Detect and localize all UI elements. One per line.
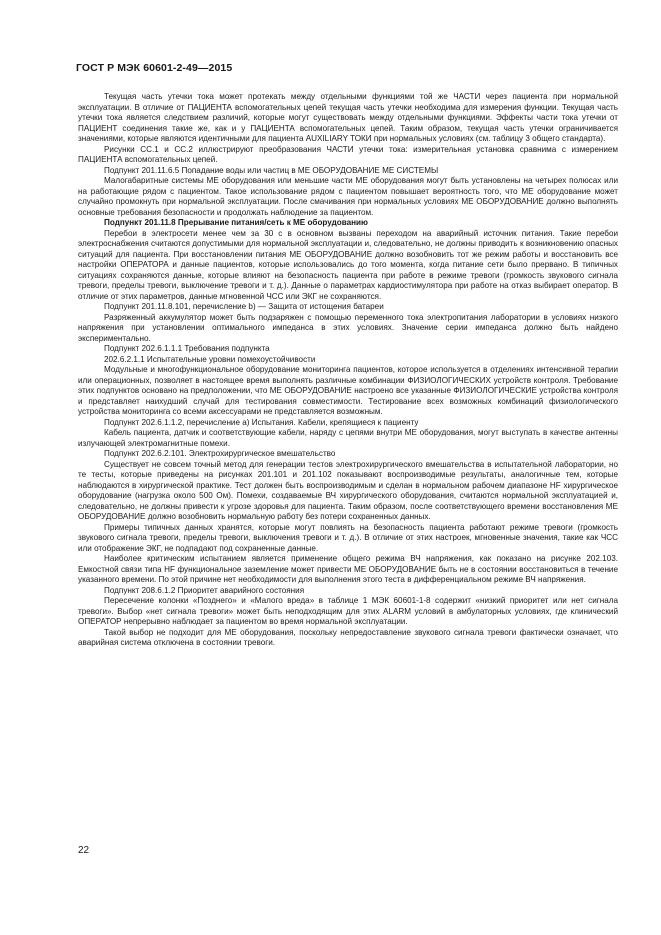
paragraph: Рисунки СС.1 и СС.2 иллюстрируют преобразования ЧАСТИ утечки тока: измерительная установка сравнима с измерением ПАЦИЕНТА вспомогательных цепей. [78,144,618,164]
paragraph: Пересечение колонки «Позднего» и «Малого вреда» в таблице 1 МЭК 60601-1-8 содержит «низкий приоритет или нет сигнала тревоги». Выбор «нет сигнала тревоги» может быть неподходящим для этих ALARM условий в амбулаторных условиях, где клинический ОПЕРАТОР непрерывно наблюдает за пациентом во время нормальной эксплуатации. [78,596,618,626]
paragraph: Существует не совсем точный метод для генерации тестов электрохирургического вмешательства в испытательной лаборатории, но те тесты, которые приведены на рисунках 201.101 и 201.102 показывают воспроизводимые результаты, аналогичные тем, которые наблюдаются в хирургической практике. Тест должен быть воспроизводимым и сделан в нормальном рабочем диапазоне HF хирургическое оборудование (нагрузка около 500 Ом). Помехи, создаваемые ВЧ хирургического оборудования, считаются нормальной эксплуатацией и, следовательно, не должны привести к угрозе здоровья для пациента. Таким образом, после соответствующего времени восстановления МЕ ОБОРУДОВАНИЕ должно возобновить нормальную работу без потери сохраненных данных. [78,459,618,521]
paragraph: Малогабаритные системы МЕ оборудования или меньшие части МЕ оборудования могут быть установлены на четырех полюсах или на работающие рядом с пациентом. Такое использование рядом с пациентом повышает вероятность того, что МЕ оборудование может случайно промокнуть при нормальной эксплуатации. После смачивания при нормальных условиях МЕ ОБОРУДОВАНИЕ должно выполнять основные требования безопасности и продолжать наблюдение за пациентом. [78,176,618,217]
paragraph: Модульные и многофункциональное оборудование мониторинга пациентов, которое используется в отделениях интенсивной терапии или операционных, позволяет в настоящее время выполнять различные комбинации ФИЗИОЛОГИЧЕСКИХ устройств контроля. Требование этих подпунктов основано на предположении, что МЕ ОБОРУДОВАНИЕ настроено все указанные ФИЗИОЛОГИЧЕСКИЕ устройства контроля и представляет наихудший случай для тестирования совместимости. Тестирование всех возможных комбинаций физиологического устройства мониторинга со всеми аксессуарами не представляется возможным. [78,365,618,416]
paragraph: Подпункт 202.6.1.1.1 Требования подпункта [104,344,270,353]
paragraph: Подпункт 202.6.2.101. Электрохирургическое вмешательство [104,449,336,458]
body-text [78,92,618,649]
paragraph: Подпункт 208.6.1.2 Приоритет аварийного состояния [104,585,305,595]
standard-title: ГОСТ Р МЭК 60601-2-49—2015 [76,62,233,74]
paragraph: Разряженный аккумулятор может быть подзаряжен с помощью переменного тока электропитания лаборатории в условиях низкого напряжения при установлении оптимального импеданса в этих условиях. Значение серии импеданса должно быть найдено экспериментально. [78,312,618,343]
paragraph: Подпункт 201.11.6.5 Попадание воды или частиц в МЕ ОБОРУДОВАНИЕ МЕ СИСТЕМЫ [104,165,439,175]
paragraph: Подпункт 201.11.8.101, перечисление b) — Защита от истощения батареи [104,302,384,311]
paragraph: Наиболее критическим испытанием является применение общего режима ВЧ напряжения, как показано на рисунке 202.103. Емкостной связи типа HF функциональное заземление может привести МЕ ОБОРУДОВАНИЕ быть не в состоянии восстановиться в течение указанного времени. По этой причине нет необходимости для выполнения этого теста в дифференциальном режиме ВЧ напряжения. [78,554,618,584]
paragraph: Кабель пациента, датчик и соответствующие кабели, наряду с цепями внутри МЕ оборудования, могут выступать в качестве антенны излучающей электромагнитные помехи. [78,428,618,448]
page-number: 22 [78,845,90,856]
paragraph: Подпункт 202.6.1.1.2, перечисление а) Испытания. Кабели, крепящиеся к пациенту [104,417,419,427]
subclause-heading: Подпункт 201.11.8 Прерывание питания/сеть к МЕ оборудованию [104,218,368,227]
paragraph: Перебои в электросети менее чем за 30 с в основном вызваны переходом на аварийный источник питания. Такие перебои электроснабжения считаются допустимыми для нормальной эксплуатации и, следовательно, не должны приводить к возникновению опасных ситуаций для пациента. При восстановлении питания МЕ ОБОРУДОВАНИЕ должно возобновить тот же режим работы и восстановить все настройки ОПЕРАТОРА и данные пациентов, которые использовались до того момента, когда питание сети было прервано. В типичных ситуациях сохраняются данные, которые влияют на безопасность пациента при работе в режиме тревоги (громкость звукового сигнала тревоги, пределы тревоги, выключение тревоги и т. д.). Данные о параметрах кардиостимулятора при работе на отказ выбирает оператор. В отличие от этих параметров, данные мгновенной ЧСС или ЭКГ не сохраняются. [78,228,618,301]
paragraph: Текущая часть утечки тока может протекать между отдельными функциями той же ЧАСТИ через пациента при нормальной эксплуатации. В отличие от ПАЦИЕНТА вспомогательных цепей текущая часть утечки необходима для измерения функции. Текущая часть утечки тока является следствием различий, которые могут существовать между отдельными функциями. Эффекты части тока утечки от ПАЦИЕНТ соединения такие же, как и у ПАЦИЕНТА вспомогательных цепей. Таким образом, текущая часть утечки ограничивается значениями, которые являются идентичными для пациента AUXILIARY ТОКИ при нормальных условиях (см. таблицу 3 общего стандарта). [78,92,618,143]
paragraph: Примеры типичных данных хранятся, которые могут повлиять на безопасность пациента работают режиме тревоги (громкость звукового сигнала тревоги, пределы тревоги, выключения тревоги и т. д.). В отличие от этих настроек, мгновенные значения, такие как ЧСС или отображение ЭКГ, не подпадают под сохраненные данные. [78,522,618,553]
paragraph: 202.6.2.1.1 Испытательные уровни помехоустойчивости [104,354,316,364]
paragraph: Такой выбор не подходит для МЕ оборудования, поскольку непредоставление звукового сигнала тревоги фактически означает, что аварийная система отключена в состоянии тревоги. [78,627,618,647]
